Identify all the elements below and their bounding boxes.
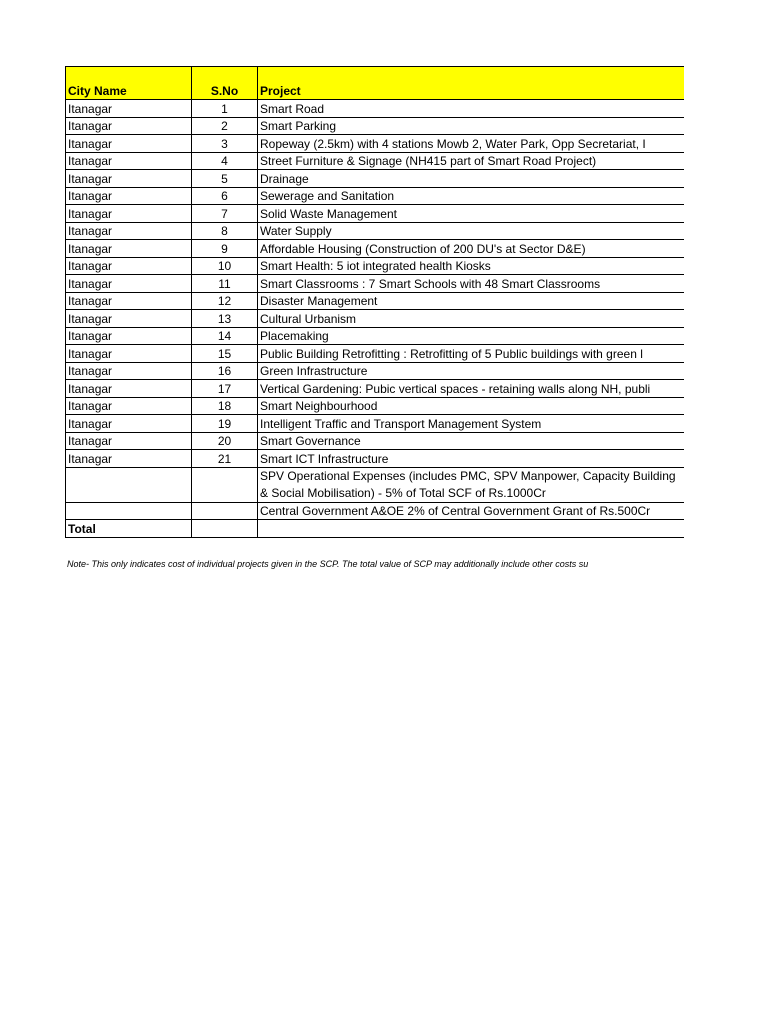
header-sno[interactable]: S.No [192,67,258,100]
sno-cell[interactable]: 11 [192,275,258,293]
table-row [66,292,684,310]
sno-cell[interactable]: 21 [192,450,258,468]
project-cell[interactable]: Smart ICT Infrastructure [258,450,684,468]
table-row [66,415,684,433]
city-cell[interactable]: Itanagar [66,222,192,240]
table-row [66,362,684,380]
table-row [66,257,684,275]
table-row [66,205,684,223]
table-row [66,135,684,153]
project-cell[interactable]: Smart Road [258,100,684,118]
city-cell[interactable]: Itanagar [66,117,192,135]
project-cell[interactable]: Sewerage and Sanitation [258,187,684,205]
header-row [66,67,684,100]
table-row [66,345,684,363]
table-row [66,327,684,345]
city-cell[interactable]: Itanagar [66,187,192,205]
city-cell[interactable]: Itanagar [66,205,192,223]
table-row [66,397,684,415]
project-cell[interactable]: Water Supply [258,222,684,240]
city-cell[interactable]: Itanagar [66,135,192,153]
sno-cell[interactable]: 20 [192,432,258,450]
city-cell[interactable]: Itanagar [66,345,192,363]
city-cell[interactable]: Itanagar [66,450,192,468]
sno-cell[interactable] [192,502,258,520]
header-city-name[interactable]: City Name [66,67,192,100]
project-cell[interactable]: Solid Waste Management [258,205,684,223]
sno-cell[interactable]: 9 [192,240,258,258]
sno-cell[interactable]: 13 [192,310,258,328]
city-cell[interactable]: Itanagar [66,275,192,293]
city-cell[interactable]: Itanagar [66,380,192,398]
sno-cell[interactable]: 18 [192,397,258,415]
total-label-cell[interactable]: Total [66,520,192,538]
project-cell[interactable]: SPV Operational Expenses (includes PMC, SPV Manpower, Capacity Building & Social Mobilisation) - 5% of Total SCF of Rs.1000Cr [258,467,684,502]
city-cell[interactable]: Itanagar [66,310,192,328]
table-row [66,240,684,258]
city-cell[interactable]: Itanagar [66,100,192,118]
table-row [66,170,684,188]
total-row [66,520,684,538]
project-cell[interactable]: Smart Neighbourhood [258,397,684,415]
project-cell[interactable]: Smart Classrooms : 7 Smart Schools with 48 Smart Classrooms [258,275,684,293]
sno-cell[interactable]: 19 [192,415,258,433]
table-row [66,467,684,502]
sno-cell[interactable]: 8 [192,222,258,240]
city-cell[interactable]: Itanagar [66,362,192,380]
table-row [66,187,684,205]
city-cell[interactable] [66,467,192,502]
sno-cell[interactable]: 12 [192,292,258,310]
project-cell[interactable]: Green Infrastructure [258,362,684,380]
table-row [66,222,684,240]
project-cell[interactable]: Ropeway (2.5km) with 4 stations Mowb 2, Water Park, Opp Secretariat, I [258,135,684,153]
sno-cell[interactable]: 17 [192,380,258,398]
city-cell[interactable]: Itanagar [66,432,192,450]
total-project-cell[interactable] [258,520,684,538]
table-row [66,152,684,170]
table-row [66,432,684,450]
total-sno-cell[interactable] [192,520,258,538]
city-cell[interactable] [66,502,192,520]
project-cell[interactable]: Intelligent Traffic and Transport Management System [258,415,684,433]
table-row [66,275,684,293]
city-cell[interactable]: Itanagar [66,415,192,433]
project-cell[interactable]: Drainage [258,170,684,188]
project-cell[interactable]: Street Furniture & Signage (NH415 part of Smart Road Project) [258,152,684,170]
table-row [66,450,684,468]
sno-cell[interactable]: 5 [192,170,258,188]
project-cell[interactable]: Placemaking [258,327,684,345]
table-row [66,310,684,328]
project-cell[interactable]: Cultural Urbanism [258,310,684,328]
sno-cell[interactable]: 3 [192,135,258,153]
table-row [66,100,684,118]
table-row [66,502,684,520]
city-cell[interactable]: Itanagar [66,292,192,310]
project-cell[interactable]: Affordable Housing (Construction of 200 DU's at Sector D&E) [258,240,684,258]
sno-cell[interactable]: 1 [192,100,258,118]
project-cell[interactable]: Public Building Retrofitting : Retrofitting of 5 Public buildings with green l [258,345,684,363]
projects-table [65,66,684,538]
project-cell[interactable]: Disaster Management [258,292,684,310]
project-cell[interactable]: Smart Governance [258,432,684,450]
table-row [66,380,684,398]
sno-cell[interactable]: 16 [192,362,258,380]
sno-cell[interactable] [192,467,258,502]
project-cell[interactable]: Smart Health: 5 iot integrated health Kiosks [258,257,684,275]
sno-cell[interactable]: 6 [192,187,258,205]
table-row [66,117,684,135]
project-cell[interactable]: Central Government A&OE 2% of Central Government Grant of Rs.500Cr [258,502,684,520]
city-cell[interactable]: Itanagar [66,170,192,188]
project-cell[interactable]: Smart Parking [258,117,684,135]
sno-cell[interactable]: 15 [192,345,258,363]
city-cell[interactable]: Itanagar [66,152,192,170]
city-cell[interactable]: Itanagar [66,397,192,415]
footnote: Note- This only indicates cost of individual projects given in the SCP. The total value of SCP may additionally include other costs su [67,559,589,569]
sno-cell[interactable]: 10 [192,257,258,275]
sno-cell[interactable]: 14 [192,327,258,345]
city-cell[interactable]: Itanagar [66,257,192,275]
city-cell[interactable]: Itanagar [66,240,192,258]
project-cell[interactable]: Vertical Gardening: Pubic vertical spaces - retaining walls along NH, publi [258,380,684,398]
sno-cell[interactable]: 2 [192,117,258,135]
sno-cell[interactable]: 4 [192,152,258,170]
city-cell[interactable]: Itanagar [66,327,192,345]
sno-cell[interactable]: 7 [192,205,258,223]
header-project[interactable]: Project [258,67,684,100]
spreadsheet [65,66,683,538]
